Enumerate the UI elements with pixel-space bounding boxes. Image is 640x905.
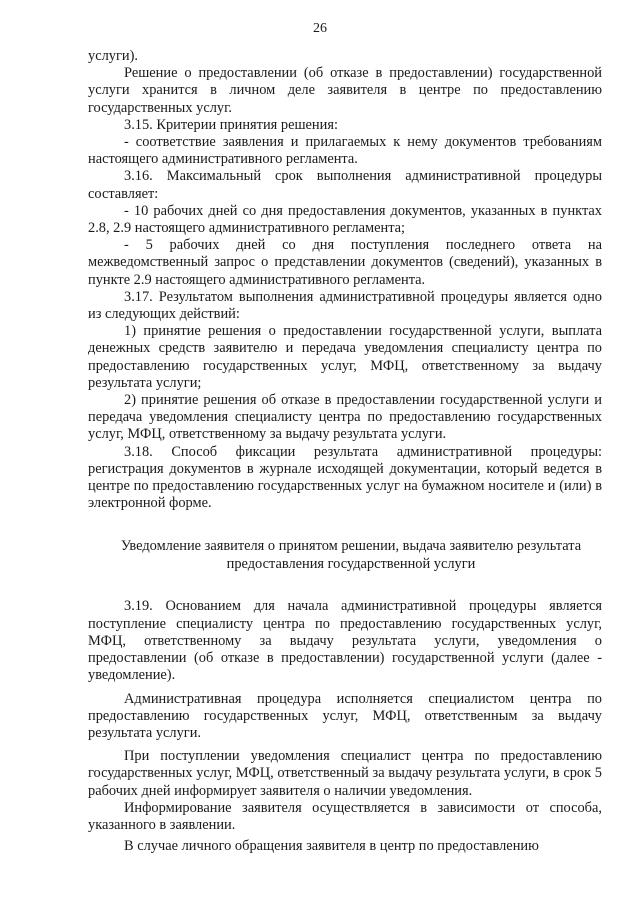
- paragraph: При поступлении уведомления специалист центра по предоставлению государственных услуг, МФЦ, ответственный за выдачу результата услуги, в срок 5 рабочих дней информирует заявителя о наличии уведомления.: [88, 748, 602, 799]
- paragraph: 1) принятие решения о предоставлении государственной услуги, выплата денежных средств заявителю и передача уведомления специалисту центра по предоставлению государственных услуг, МФЦ, ответственному за выдачу результата услуги;: [88, 323, 602, 391]
- paragraph: 3.15. Критерии принятия решения:: [124, 116, 338, 133]
- paragraph: 2) принятие решения об отказе в предоставлении государственной услуги и передача уведомления специалисту центра по предоставлению государственных услуг, МФЦ, ответственному за выдачу результата услуги.: [88, 392, 602, 443]
- paragraph: 3.19. Основанием для начала административной процедуры является поступление специалисту центра по предоставлению государственных услуг, МФЦ, ответственному за выдачу результата услуги, уведомления о предоставлении (об отказе в предоставлении) государственной услуги (далее - уведомление).: [88, 598, 602, 684]
- paragraph: - 5 рабочих дней со дня поступления последнего ответа на межведомственный запрос о представлении документов (сведений), указанных в пункте 2.9 настоящего административного регламента.: [88, 237, 602, 288]
- page-content: [88, 48, 602, 855]
- paragraph: Административная процедура исполняется специалистом центра по предоставлению государственных услуг, МФЦ, ответственным за выдачу результата услуги.: [88, 690, 602, 741]
- page-number: 26: [313, 21, 327, 36]
- paragraph: услуги).: [88, 48, 138, 64]
- paragraph: В случае личного обращения заявителя в центр по предоставлению: [124, 838, 539, 855]
- paragraph: Решение о предоставлении (об отказе в предоставлении) государственной услуги хранится в личном деле заявителя в центре по предоставлению государственных услуг.: [88, 65, 602, 116]
- paragraph: 3.18. Способ фиксации результата административной процедуры: регистрация документов в журнале исходящей документации, который ведется в центре по предоставлению государственных услуг на бумажном носителе и (или) в электронной форме.: [88, 443, 602, 512]
- section-heading: Уведомление заявителя о принятом решении, выдача заявителю результата предоставления государственной услуги: [120, 538, 582, 572]
- paragraph: 3.16. Максимальный срок выполнения административной процедуры составляет:: [88, 168, 602, 202]
- paragraph: - 10 рабочих дней со дня предоставления документов, указанных в пунктах 2.8, 2.9 настоящего административного регламента;: [88, 202, 602, 237]
- paragraph: Информирование заявителя осуществляется в зависимости от способа, указанного в заявлении.: [88, 799, 602, 833]
- paragraph: 3.17. Результатом выполнения административной процедуры является одно из следующих действий:: [88, 288, 602, 323]
- paragraph: - соответствие заявления и прилагаемых к нему документов требованиям настоящего административного регламента.: [88, 134, 602, 168]
